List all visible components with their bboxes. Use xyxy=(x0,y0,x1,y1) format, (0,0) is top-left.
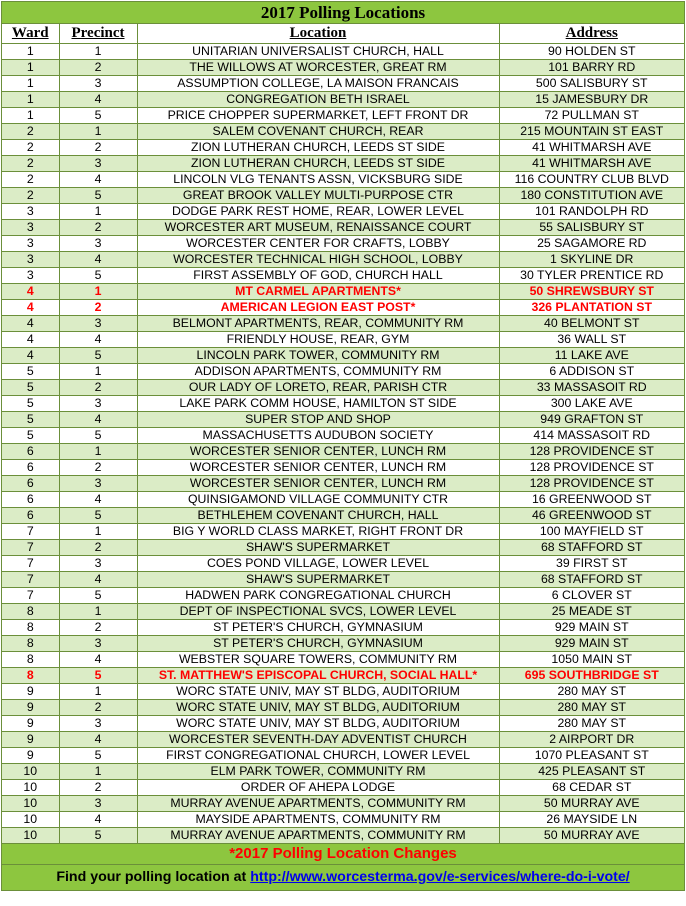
address-cell: 68 CEDAR ST xyxy=(499,780,684,796)
table-row xyxy=(2,348,684,364)
ward-cell: 2 xyxy=(2,188,59,204)
table-row xyxy=(2,204,684,220)
table-row xyxy=(2,540,684,556)
location-cell: SHAW'S SUPERMARKET xyxy=(137,572,499,588)
precinct-cell: 4 xyxy=(59,332,137,348)
ward-cell: 7 xyxy=(2,572,59,588)
table-row xyxy=(2,764,684,780)
table-row xyxy=(2,396,684,412)
address-cell: 1050 MAIN ST xyxy=(499,652,684,668)
ward-cell: 10 xyxy=(2,780,59,796)
address-cell: 36 WALL ST xyxy=(499,332,684,348)
precinct-cell: 1 xyxy=(59,204,137,220)
ward-cell: 2 xyxy=(2,140,59,156)
table-row xyxy=(2,364,684,380)
address-cell: 68 STAFFORD ST xyxy=(499,540,684,556)
location-cell: DEPT OF INSPECTIONAL SVCS, LOWER LEVEL xyxy=(137,604,499,620)
location-cell: LINCOLN PARK TOWER, COMMUNITY RM xyxy=(137,348,499,364)
precinct-cell: 4 xyxy=(59,252,137,268)
location-cell: WEBSTER SQUARE TOWERS, COMMUNITY RM xyxy=(137,652,499,668)
address-cell: 116 COUNTRY CLUB BLVD xyxy=(499,172,684,188)
location-cell: THE WILLOWS AT WORCESTER, GREAT RM xyxy=(137,60,499,76)
table-row xyxy=(2,108,684,124)
ward-cell: 2 xyxy=(2,172,59,188)
table-row xyxy=(2,588,684,604)
ward-cell: 6 xyxy=(2,460,59,476)
location-cell: LAKE PARK COMM HOUSE, HAMILTON ST SIDE xyxy=(137,396,499,412)
location-cell: OUR LADY OF LORETO, REAR, PARISH CTR xyxy=(137,380,499,396)
address-cell: 72 PULLMAN ST xyxy=(499,108,684,124)
address-cell: 101 BARRY RD xyxy=(499,60,684,76)
address-cell: 929 MAIN ST xyxy=(499,636,684,652)
address-cell: 326 PLANTATION ST xyxy=(499,300,684,316)
changes-note: *2017 Polling Location Changes xyxy=(2,844,684,865)
location-cell: BETHLEHEM COVENANT CHURCH, HALL xyxy=(137,508,499,524)
address-cell: 30 TYLER PRENTICE RD xyxy=(499,268,684,284)
table-row xyxy=(2,780,684,796)
address-cell: 6 CLOVER ST xyxy=(499,588,684,604)
ward-cell: 3 xyxy=(2,220,59,236)
location-column-header: Location xyxy=(137,24,499,44)
precinct-cell: 1 xyxy=(59,124,137,140)
precinct-cell: 5 xyxy=(59,428,137,444)
precinct-cell: 5 xyxy=(59,268,137,284)
ward-cell: 5 xyxy=(2,396,59,412)
location-cell: WORCESTER SENIOR CENTER, LUNCH RM xyxy=(137,444,499,460)
address-cell: 1070 PLEASANT ST xyxy=(499,748,684,764)
location-cell: DODGE PARK REST HOME, REAR, LOWER LEVEL xyxy=(137,204,499,220)
ward-cell: 3 xyxy=(2,204,59,220)
table-row xyxy=(2,60,684,76)
table-row xyxy=(2,92,684,108)
address-cell: 2 AIRPORT DR xyxy=(499,732,684,748)
ward-cell: 4 xyxy=(2,332,59,348)
location-cell: BIG Y WORLD CLASS MARKET, RIGHT FRONT DR xyxy=(137,524,499,540)
address-column-header: Address xyxy=(499,24,684,44)
find-location-line xyxy=(2,865,684,890)
precinct-cell: 1 xyxy=(59,764,137,780)
precinct-cell: 3 xyxy=(59,556,137,572)
location-cell: ST PETER'S CHURCH, GYMNASIUM xyxy=(137,620,499,636)
ward-cell: 8 xyxy=(2,636,59,652)
ward-cell: 7 xyxy=(2,524,59,540)
location-cell: WORCESTER CENTER FOR CRAFTS, LOBBY xyxy=(137,236,499,252)
address-cell: 25 SAGAMORE RD xyxy=(499,236,684,252)
address-cell: 90 HOLDEN ST xyxy=(499,44,684,60)
ward-cell: 6 xyxy=(2,508,59,524)
ward-cell: 5 xyxy=(2,364,59,380)
table-row xyxy=(2,460,684,476)
table-row xyxy=(2,172,684,188)
table-row xyxy=(2,220,684,236)
location-cell: WORCESTER SENIOR CENTER, LUNCH RM xyxy=(137,476,499,492)
location-cell: SHAW'S SUPERMARKET xyxy=(137,540,499,556)
sheet-title: 2017 Polling Locations xyxy=(2,2,684,24)
location-cell: ST PETER'S CHURCH, GYMNASIUM xyxy=(137,636,499,652)
table-row xyxy=(2,268,684,284)
address-cell: 41 WHITMARSH AVE xyxy=(499,140,684,156)
address-cell: 68 STAFFORD ST xyxy=(499,572,684,588)
address-cell: 215 MOUNTAIN ST EAST xyxy=(499,124,684,140)
ward-cell: 10 xyxy=(2,812,59,828)
precinct-cell: 2 xyxy=(59,60,137,76)
table-row xyxy=(2,604,684,620)
location-cell: WORC STATE UNIV, MAY ST BLDG, AUDITORIUM xyxy=(137,716,499,732)
precinct-cell: 4 xyxy=(59,812,137,828)
precinct-cell: 5 xyxy=(59,668,137,684)
table-row xyxy=(2,700,684,716)
ward-cell: 8 xyxy=(2,668,59,684)
location-cell: PRICE CHOPPER SUPERMARKET, LEFT FRONT DR xyxy=(137,108,499,124)
precinct-cell: 1 xyxy=(59,444,137,460)
table-row xyxy=(2,332,684,348)
ward-cell: 7 xyxy=(2,588,59,604)
ward-cell: 5 xyxy=(2,428,59,444)
table-body xyxy=(2,44,684,844)
address-cell: 46 GREENWOOD ST xyxy=(499,508,684,524)
precinct-cell: 2 xyxy=(59,540,137,556)
precinct-cell: 3 xyxy=(59,716,137,732)
ward-cell: 5 xyxy=(2,412,59,428)
table-row xyxy=(2,284,684,300)
precinct-cell: 4 xyxy=(59,652,137,668)
precinct-cell: 3 xyxy=(59,316,137,332)
precinct-cell: 5 xyxy=(59,828,137,844)
address-cell: 50 MURRAY AVE xyxy=(499,828,684,844)
location-cell: FIRST ASSEMBLY OF GOD, CHURCH HALL xyxy=(137,268,499,284)
ward-cell: 9 xyxy=(2,684,59,700)
precinct-cell: 1 xyxy=(59,524,137,540)
table-row xyxy=(2,316,684,332)
table-row xyxy=(2,140,684,156)
precinct-cell: 4 xyxy=(59,92,137,108)
location-cell: ELM PARK TOWER, COMMUNITY RM xyxy=(137,764,499,780)
precinct-cell: 1 xyxy=(59,604,137,620)
table-row xyxy=(2,524,684,540)
precinct-cell: 5 xyxy=(59,108,137,124)
precinct-cell: 2 xyxy=(59,380,137,396)
find-location-text: Find your polling location at xyxy=(56,869,251,885)
address-cell: 1 SKYLINE DR xyxy=(499,252,684,268)
precinct-cell: 2 xyxy=(59,620,137,636)
location-cell: WORCESTER ART MUSEUM, RENAISSANCE COURT xyxy=(137,220,499,236)
ward-cell: 10 xyxy=(2,764,59,780)
ward-cell: 9 xyxy=(2,716,59,732)
ward-column-header: Ward xyxy=(2,24,59,44)
location-cell: ST. MATTHEW'S EPISCOPAL CHURCH, SOCIAL HALL* xyxy=(137,668,499,684)
ward-cell: 3 xyxy=(2,268,59,284)
ward-cell: 5 xyxy=(2,380,59,396)
location-cell: SUPER STOP AND SHOP xyxy=(137,412,499,428)
address-cell: 101 RANDOLPH RD xyxy=(499,204,684,220)
address-cell: 500 SALISBURY ST xyxy=(499,76,684,92)
table-row xyxy=(2,44,684,60)
address-cell: 300 LAKE AVE xyxy=(499,396,684,412)
column-header-row xyxy=(2,24,684,44)
precinct-cell: 5 xyxy=(59,508,137,524)
ward-cell: 2 xyxy=(2,124,59,140)
address-cell: 929 MAIN ST xyxy=(499,620,684,636)
table-row xyxy=(2,476,684,492)
precinct-cell: 3 xyxy=(59,396,137,412)
location-cell: WORC STATE UNIV, MAY ST BLDG, AUDITORIUM xyxy=(137,700,499,716)
table-row xyxy=(2,796,684,812)
ward-cell: 1 xyxy=(2,92,59,108)
table-row xyxy=(2,716,684,732)
ward-cell: 1 xyxy=(2,108,59,124)
address-cell: 128 PROVIDENCE ST xyxy=(499,460,684,476)
address-cell: 280 MAY ST xyxy=(499,716,684,732)
table-row xyxy=(2,156,684,172)
address-cell: 15 JAMESBURY DR xyxy=(499,92,684,108)
table-row xyxy=(2,444,684,460)
precinct-cell: 4 xyxy=(59,492,137,508)
location-cell: GREAT BROOK VALLEY MULTI-PURPOSE CTR xyxy=(137,188,499,204)
table-row xyxy=(2,412,684,428)
ward-cell: 1 xyxy=(2,76,59,92)
location-cell: ADDISON APARTMENTS, COMMUNITY RM xyxy=(137,364,499,380)
table-row xyxy=(2,508,684,524)
location-cell: WORCESTER SEVENTH-DAY ADVENTIST CHURCH xyxy=(137,732,499,748)
location-cell: CONGREGATION BETH ISRAEL xyxy=(137,92,499,108)
ward-cell: 8 xyxy=(2,620,59,636)
ward-cell: 6 xyxy=(2,492,59,508)
precinct-cell: 3 xyxy=(59,636,137,652)
precinct-cell: 4 xyxy=(59,172,137,188)
location-cell: COES POND VILLAGE, LOWER LEVEL xyxy=(137,556,499,572)
precinct-cell: 5 xyxy=(59,748,137,764)
location-cell: HADWEN PARK CONGREGATIONAL CHURCH xyxy=(137,588,499,604)
address-cell: 11 LAKE AVE xyxy=(499,348,684,364)
precinct-cell: 2 xyxy=(59,220,137,236)
ward-cell: 9 xyxy=(2,748,59,764)
address-cell: 100 MAYFIELD ST xyxy=(499,524,684,540)
precinct-cell: 3 xyxy=(59,796,137,812)
where-do-i-vote-link[interactable]: http://www.worcesterma.gov/e-services/where-do-i-vote/ xyxy=(250,869,630,885)
precinct-cell: 2 xyxy=(59,700,137,716)
address-cell: 280 MAY ST xyxy=(499,700,684,716)
location-cell: WORCESTER TECHNICAL HIGH SCHOOL, LOBBY xyxy=(137,252,499,268)
location-cell: MASSACHUSETTS AUDUBON SOCIETY xyxy=(137,428,499,444)
precinct-cell: 5 xyxy=(59,588,137,604)
ward-cell: 7 xyxy=(2,556,59,572)
ward-cell: 1 xyxy=(2,60,59,76)
table-row xyxy=(2,124,684,140)
table-row xyxy=(2,492,684,508)
precinct-cell: 1 xyxy=(59,44,137,60)
table-row xyxy=(2,652,684,668)
ward-cell: 8 xyxy=(2,652,59,668)
ward-cell: 10 xyxy=(2,828,59,844)
table-row xyxy=(2,188,684,204)
address-cell: 16 GREENWOOD ST xyxy=(499,492,684,508)
precinct-cell: 2 xyxy=(59,460,137,476)
address-cell: 26 MAYSIDE LN xyxy=(499,812,684,828)
table-row xyxy=(2,380,684,396)
table-row xyxy=(2,300,684,316)
table-row xyxy=(2,556,684,572)
address-cell: 128 PROVIDENCE ST xyxy=(499,476,684,492)
precinct-cell: 5 xyxy=(59,188,137,204)
location-cell: FRIENDLY HOUSE, REAR, GYM xyxy=(137,332,499,348)
address-cell: 6 ADDISON ST xyxy=(499,364,684,380)
precinct-cell: 3 xyxy=(59,236,137,252)
location-cell: FIRST CONGREGATIONAL CHURCH, LOWER LEVEL xyxy=(137,748,499,764)
location-cell: SALEM COVENANT CHURCH, REAR xyxy=(137,124,499,140)
location-cell: WORC STATE UNIV, MAY ST BLDG, AUDITORIUM xyxy=(137,684,499,700)
table-row xyxy=(2,812,684,828)
location-cell: ZION LUTHERAN CHURCH, LEEDS ST SIDE xyxy=(137,156,499,172)
address-cell: 41 WHITMARSH AVE xyxy=(499,156,684,172)
table-row xyxy=(2,236,684,252)
ward-cell: 4 xyxy=(2,300,59,316)
precinct-cell: 3 xyxy=(59,476,137,492)
ward-cell: 9 xyxy=(2,700,59,716)
precinct-cell: 4 xyxy=(59,572,137,588)
location-cell: BELMONT APARTMENTS, REAR, COMMUNITY RM xyxy=(137,316,499,332)
precinct-cell: 4 xyxy=(59,732,137,748)
location-cell: AMERICAN LEGION EAST POST* xyxy=(137,300,499,316)
polling-table xyxy=(2,24,684,844)
address-cell: 25 MEADE ST xyxy=(499,604,684,620)
table-row xyxy=(2,748,684,764)
ward-cell: 2 xyxy=(2,156,59,172)
precinct-cell: 4 xyxy=(59,412,137,428)
precinct-cell: 1 xyxy=(59,684,137,700)
precinct-column-header: Precinct xyxy=(59,24,137,44)
ward-cell: 4 xyxy=(2,316,59,332)
address-cell: 40 BELMONT ST xyxy=(499,316,684,332)
location-cell: UNITARIAN UNIVERSALIST CHURCH, HALL xyxy=(137,44,499,60)
address-cell: 55 SALISBURY ST xyxy=(499,220,684,236)
address-cell: 50 MURRAY AVE xyxy=(499,796,684,812)
address-cell: 695 SOUTHBRIDGE ST xyxy=(499,668,684,684)
location-cell: QUINSIGAMOND VILLAGE COMMUNITY CTR xyxy=(137,492,499,508)
precinct-cell: 5 xyxy=(59,348,137,364)
ward-cell: 6 xyxy=(2,444,59,460)
polling-locations-sheet xyxy=(1,1,685,891)
location-cell: MURRAY AVENUE APARTMENTS, COMMUNITY RM xyxy=(137,796,499,812)
location-cell: WORCESTER SENIOR CENTER, LUNCH RM xyxy=(137,460,499,476)
address-cell: 949 GRAFTON ST xyxy=(499,412,684,428)
address-cell: 180 CONSTITUTION AVE xyxy=(499,188,684,204)
ward-cell: 6 xyxy=(2,476,59,492)
table-row xyxy=(2,252,684,268)
table-row xyxy=(2,572,684,588)
precinct-cell: 2 xyxy=(59,140,137,156)
address-cell: 50 SHREWSBURY ST xyxy=(499,284,684,300)
location-cell: LINCOLN VLG TENANTS ASSN, VICKSBURG SIDE xyxy=(137,172,499,188)
address-cell: 414 MASSASOIT RD xyxy=(499,428,684,444)
address-cell: 425 PLEASANT ST xyxy=(499,764,684,780)
location-cell: MURRAY AVENUE APARTMENTS, COMMUNITY RM xyxy=(137,828,499,844)
table-row xyxy=(2,668,684,684)
precinct-cell: 1 xyxy=(59,364,137,380)
address-cell: 39 FIRST ST xyxy=(499,556,684,572)
location-cell: MAYSIDE APARTMENTS, COMMUNITY RM xyxy=(137,812,499,828)
location-cell: ORDER OF AHEPA LODGE xyxy=(137,780,499,796)
ward-cell: 4 xyxy=(2,348,59,364)
location-cell: ZION LUTHERAN CHURCH, LEEDS ST SIDE xyxy=(137,140,499,156)
table-row xyxy=(2,684,684,700)
address-cell: 33 MASSASOIT RD xyxy=(499,380,684,396)
ward-cell: 10 xyxy=(2,796,59,812)
ward-cell: 7 xyxy=(2,540,59,556)
table-row xyxy=(2,620,684,636)
precinct-cell: 1 xyxy=(59,284,137,300)
address-cell: 128 PROVIDENCE ST xyxy=(499,444,684,460)
location-cell: MT CARMEL APARTMENTS* xyxy=(137,284,499,300)
ward-cell: 9 xyxy=(2,732,59,748)
table-row xyxy=(2,828,684,844)
table-row xyxy=(2,76,684,92)
ward-cell: 1 xyxy=(2,44,59,60)
ward-cell: 3 xyxy=(2,236,59,252)
table-row xyxy=(2,636,684,652)
location-cell: ASSUMPTION COLLEGE, LA MAISON FRANCAIS xyxy=(137,76,499,92)
address-cell: 280 MAY ST xyxy=(499,684,684,700)
table-row xyxy=(2,428,684,444)
ward-cell: 4 xyxy=(2,284,59,300)
precinct-cell: 2 xyxy=(59,780,137,796)
table-row xyxy=(2,732,684,748)
ward-cell: 8 xyxy=(2,604,59,620)
precinct-cell: 3 xyxy=(59,156,137,172)
precinct-cell: 2 xyxy=(59,300,137,316)
ward-cell: 3 xyxy=(2,252,59,268)
precinct-cell: 3 xyxy=(59,76,137,92)
